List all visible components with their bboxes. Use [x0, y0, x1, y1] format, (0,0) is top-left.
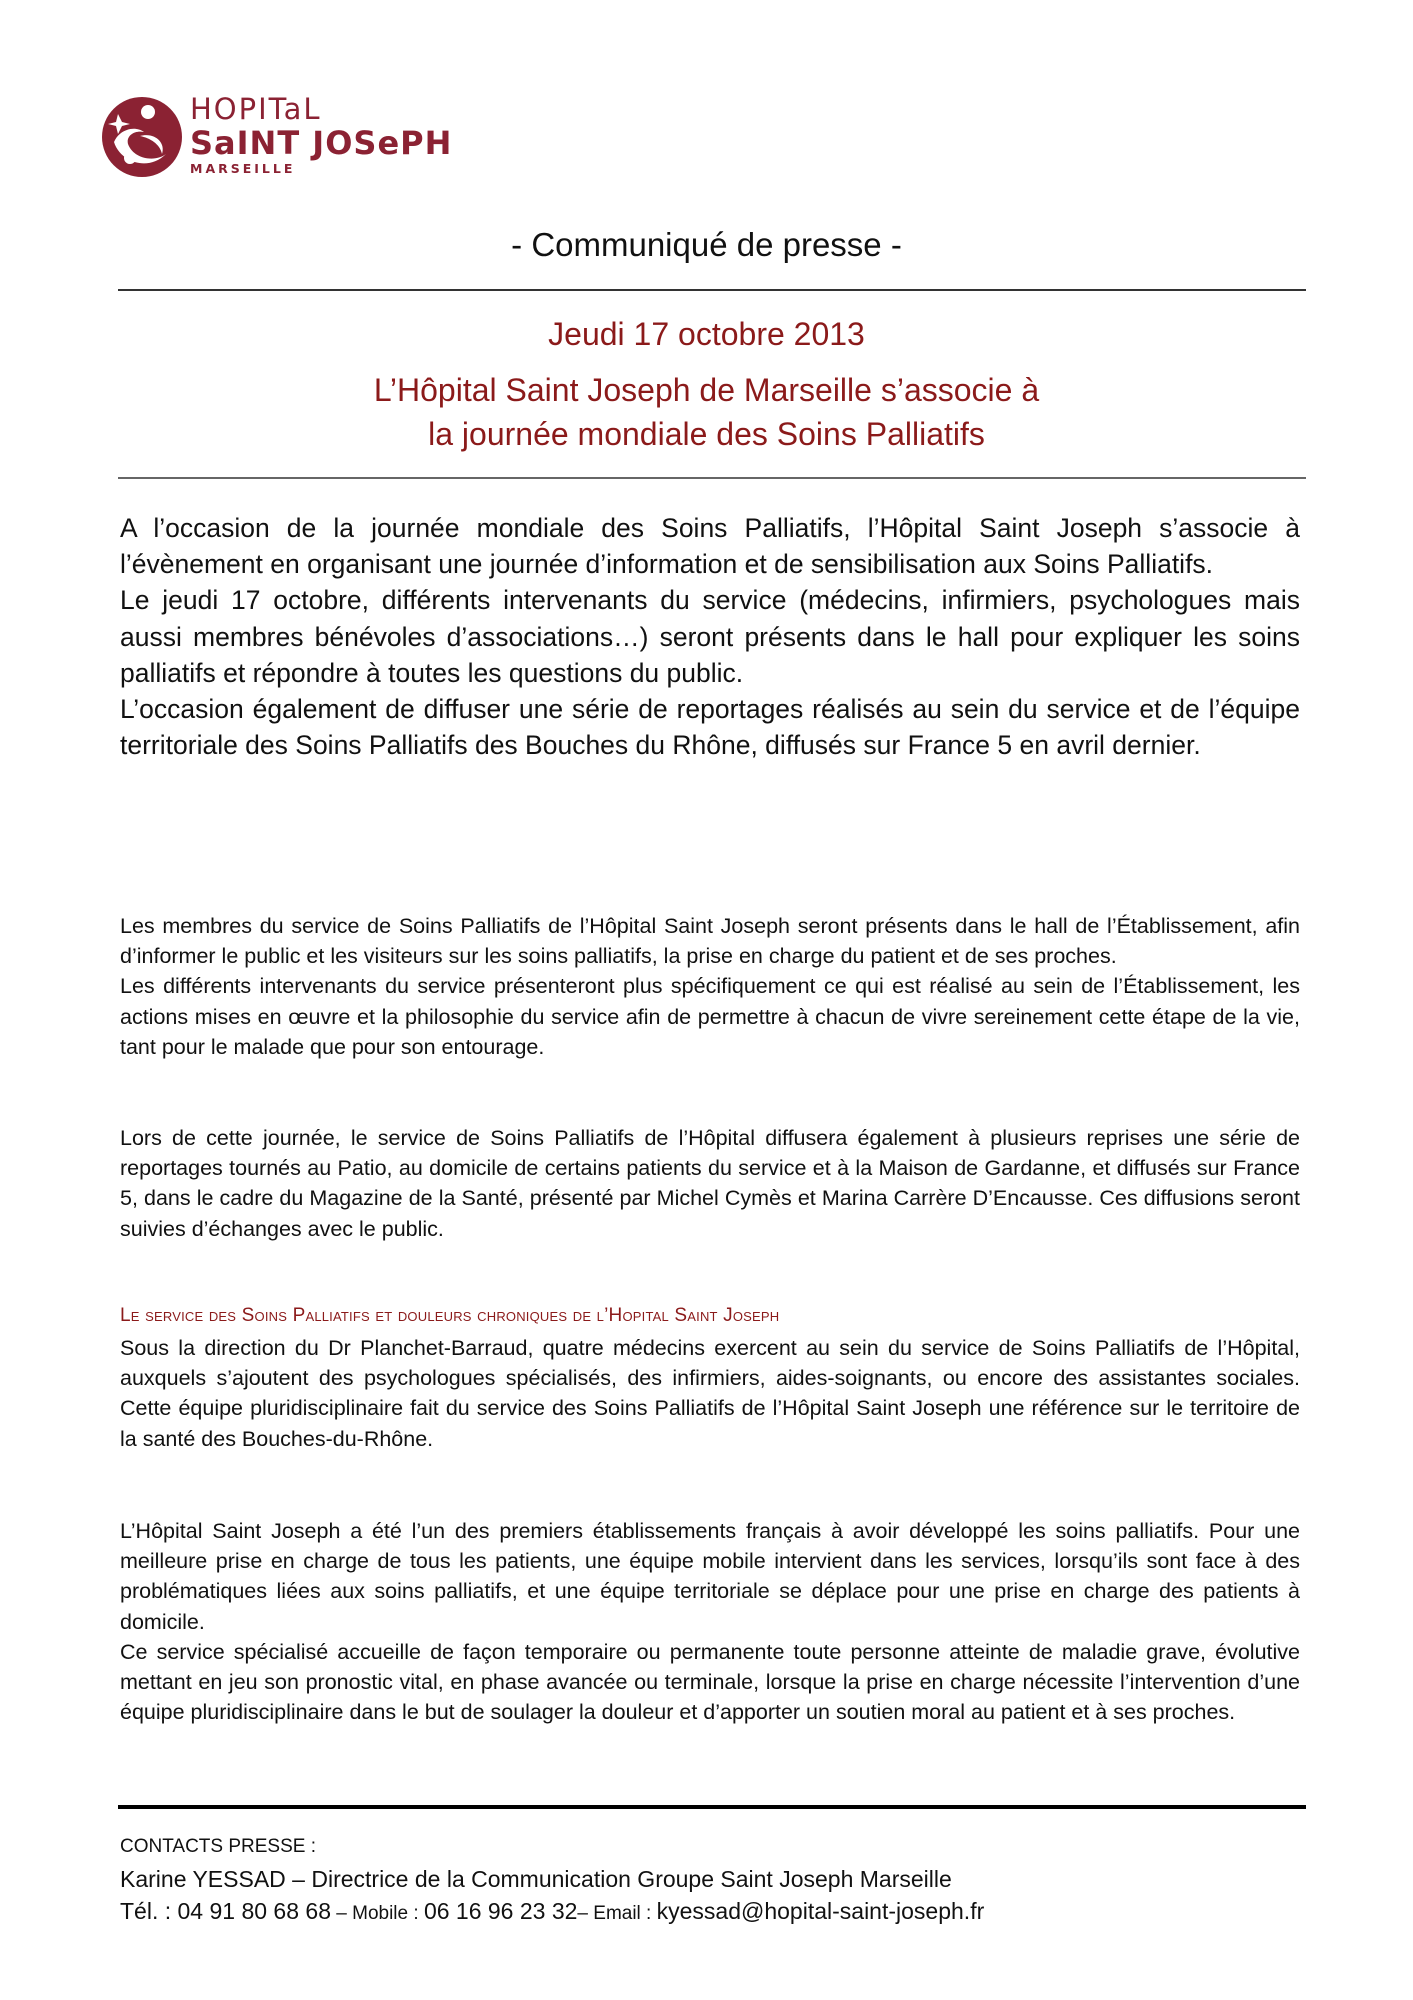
body-paragraph: L’Hôpital Saint Joseph a été l’un des premiers établissements français à avoir développé les soins palliatifs. Pour une meilleure prise en charge de tous les patients, une équipe mobile intervient dans les services, lorsqu’ils sont face à des problématiques liées aux soins palliatifs, et une équipe territoriale se déplace pour une prise en charge des patients à domicile.	[120, 1519, 1300, 1634]
divider	[118, 477, 1306, 479]
tel-number[interactable]: 04 91 80 68 68	[177, 1898, 331, 1924]
body-block	[120, 1333, 1300, 1454]
body-paragraph: Lors de cette journée, le service de Soins Palliatifs de l’Hôpital diffusera également à plusieurs reprises une série de reportages tournés au Patio, au domicile de certains patients du service et à la Maison de Gardanne, et diffusés sur France 5, dans le cadre du Magazine de la Santé, présenté par Michel Cymès et Marina Carrère D’Encausse. Ces diffusions seront suivies d’échanges avec le public.	[120, 1126, 1300, 1241]
body-paragraph: Les différents intervenants du service présenteront plus spécifiquement ce qui est réalisé au sein de l’Établissement, les actions mises en œuvre et la philosophie du service afin de permettre à chacun de vivre sereinement cette étape de la vie, tant pour le malade que pour son entourage.	[120, 974, 1300, 1059]
press-release-date: Jeudi 17 octobre 2013	[548, 316, 865, 352]
tel-label: Tél. :	[120, 1898, 178, 1924]
divider	[118, 289, 1306, 291]
body-paragraph: Ce service spécialisé accueille de façon temporaire ou permanente toute personne atteinte de maladie grave, évolutive mettant en jeu son pronostic vital, en phase avancée ou terminale, lorsque la prise en charge nécessite l’intervention d’une équipe pluridisciplinaire dans le but de soulager la douleur et d’apporter un soutien moral au patient et à ses proches.	[120, 1639, 1300, 1725]
headline-line1: L’Hôpital Saint Joseph de Marseille s’associe à	[373, 372, 1040, 408]
contacts-label: CONTACTS PRESSE :	[120, 1836, 317, 1857]
headline	[0, 368, 1413, 456]
contact-details	[120, 1898, 984, 1925]
mobile-number[interactable]: 06 16 96 23 32	[423, 1898, 578, 1924]
logo-line3: MARSEILLE	[190, 161, 296, 176]
hospital-logo	[100, 92, 470, 192]
body-paragraph: Les membres du service de Soins Palliatifs de l’Hôpital Saint Joseph seront présents dans le hall de l’Établissement, afin d’informer le public et les visiteurs sur les soins palliatifs, la prise en charge du patient et de ses proches.	[120, 914, 1300, 969]
mobile-label: – Mobile :	[331, 1903, 424, 1924]
section-title: Le service des Soins Palliatifs et douleurs chroniques de l’Hopital Saint Joseph	[120, 1305, 780, 1326]
document-kicker: - Communiqué de presse -	[511, 226, 902, 263]
body-block	[120, 911, 1300, 1062]
email-link[interactable]: kyessad@hopital-saint-joseph.fr	[656, 1898, 985, 1924]
logo-emblem-icon	[100, 92, 184, 182]
lead-paragraph: A l’occasion de la journée mondiale des Soins Palliatifs, l’Hôpital Saint Joseph s’associe à l’évènement en organisant une journée d’information et de sensibilisation aux Soins Palliatifs.	[120, 513, 1300, 580]
footer-divider	[118, 1805, 1306, 1809]
email-label: – Email :	[577, 1903, 657, 1924]
body-block	[120, 1123, 1300, 1244]
headline-line2: la journée mondiale des Soins Palliatifs	[428, 416, 985, 452]
body-block	[120, 1516, 1300, 1727]
logo-line2: SaINT JOSePH	[190, 124, 453, 162]
body-paragraph: Sous la direction du Dr Planchet-Barraud, quatre médecins exercent au sein du service de Soins Palliatifs de l’Hôpital, auxquels s’ajoutent des psychologues spécialisés, des infirmiers, aides-soignants, ou encore des assistantes sociales. Cette équipe pluridisciplinaire fait du service des Soins Palliatifs de l’Hôpital Saint Joseph une référence sur le territoire de la santé des Bouches-du-Rhône.	[120, 1336, 1300, 1451]
lead-section	[120, 510, 1300, 763]
lead-paragraph: L’occasion également de diffuser une série de reportages réalisés au sein du service et de l’équipe territoriale des Soins Palliatifs des Bouches du Rhône, diffusés sur France 5 en avril dernier.	[120, 694, 1300, 761]
lead-paragraph: Le jeudi 17 octobre, différents intervenants du service (médecins, infirmiers, psychologues mais aussi membres bénévoles d’associations…) seront présents dans le hall pour expliquer les soins palliatifs et répondre à toutes les questions du public.	[120, 585, 1300, 688]
logo-line1: HOPITaL	[190, 92, 322, 126]
contact-name: Karine YESSAD – Directrice de la Communication Groupe Saint Joseph Marseille	[120, 1866, 952, 1892]
